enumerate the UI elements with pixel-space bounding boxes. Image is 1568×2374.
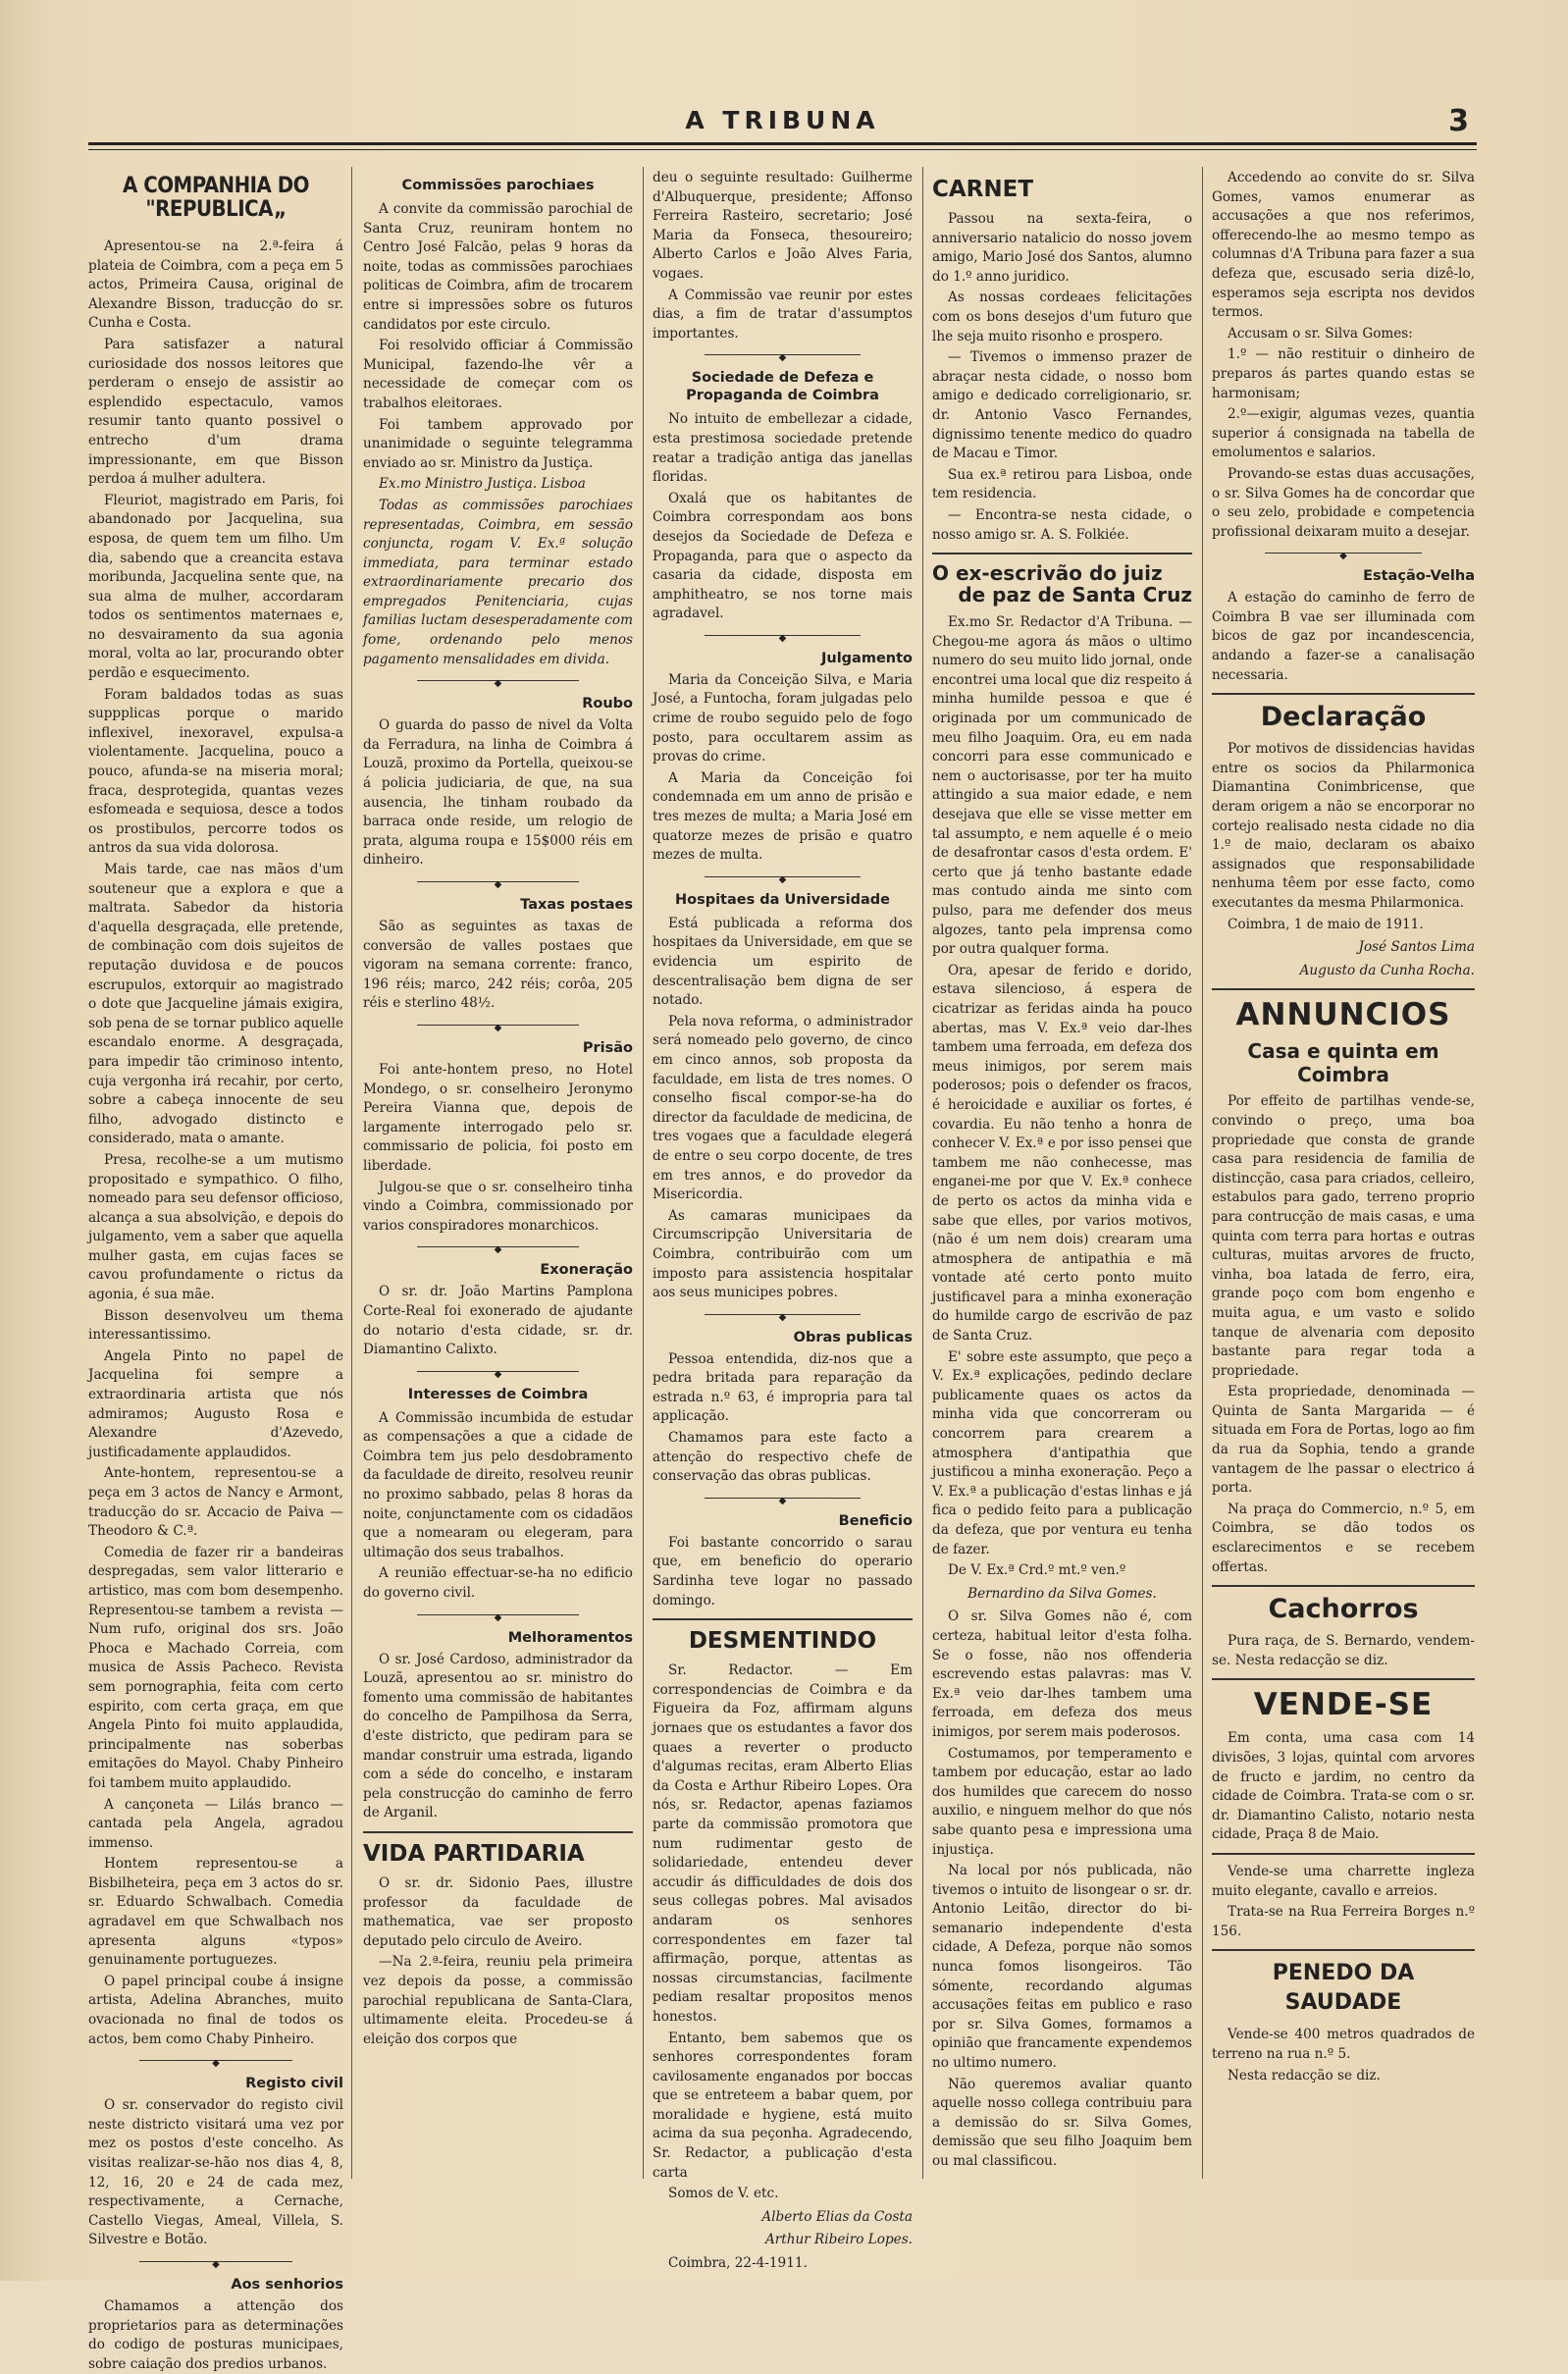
- paragraph: Na praça do Commercio, n.º 5, em Coimbra, se dão todos os esclarecimentos e se recebem offertas.: [1212, 1501, 1475, 1575]
- paragraph: Não queremos avaliar quanto aquelle nosso collega contribuiu para a demissão do sr. Silva Gomes, demissão que seu filho Joaquim bem ou mal classificou.: [932, 2076, 1192, 2169]
- paragraph: Na local por nós publicada, não tivemos o intuito de lisongear o sr. dr. Antonio Leitão, director do bi-semanario independente d'esta cidade, A Defeza, porque não somos nunca fomos lisongeiros. Tão sómente, recordando algumas accusações feitas em publico e raso por sr. Silva Gomes, formamos a opinião que francamente expendemos no ultimo numero.: [932, 1863, 1192, 2072]
- section-rule: [1212, 693, 1475, 695]
- paragraph: Foi ante-hontem preso, no Hotel Mondego, o sr. conselheiro Jeronymo Pereira Vianna que, depois de largamente interrogado pelo sr. commissario de policia, foi posto em liberdade.: [363, 1061, 633, 1174]
- paragraph: E' sobre este assumpto, que peço a V. Ex.ª explicações, pedindo declare publicamente quaes os actos da minha vida que concorreram ou concorrem para crearem a atmosphera d'antipathia que justificou a minha exoneração. Peço a V. Ex.ª a publicação d'estas linhas e já fica o pedido feito para a publicação da defeza, que por ventura eu tenha de fazer.: [932, 1348, 1192, 1557]
- masthead: [88, 106, 1477, 145]
- column-divider: [922, 167, 923, 2179]
- section-rule: [653, 1618, 913, 1620]
- paragraph: Julgou-se que o sr. conselheiro tinha vindo a Coimbra, commissionado por varios conspiradores monarchicos.: [363, 1179, 633, 1234]
- section-ornament: [653, 1493, 913, 1504]
- section-heading: Beneficio: [838, 1512, 913, 1529]
- paragraph: Comedia de fazer rir a bandeiras despregadas, sem valor litterario e artistico, mas com bom desempenho. Representou-se tambem a revista — Num rufo, original dos srs. João Phoca e Machado Correia, com musica de Assis Pacheco. Revista sem pornographia, feita com certo espirito, com certa graça, em que Angela Pinto foi muito applaudida, principalmente nas soberbas emitações do Mayol. Chaby Pinheiro foi tambem muito applaudido.: [88, 1544, 343, 1791]
- section-rule: [932, 553, 1192, 554]
- column-1: [88, 169, 343, 2372]
- paragraph: Accusam o sr. Silva Gomes:: [1228, 325, 1413, 342]
- section-ornament: [88, 2055, 343, 2067]
- section-ornament: [88, 2256, 343, 2268]
- section-heading: Taxas postaes: [520, 897, 633, 913]
- paragraph: Nesta redacção se diz.: [1228, 2067, 1381, 2084]
- section-heading: Sociedade de Defeza e Propaganda de Coimbra: [686, 370, 879, 404]
- paragraph: Pessoa entendida, diz-nos que a pedra britada para reparação da estrada n.º 63, é impropria para tal applicação.: [653, 1350, 913, 1425]
- ad-heading: Casa e quinta em Coimbra: [1247, 1039, 1439, 1087]
- paragraph: Vende-se 400 metros quadrados de terreno na rua n.º 5.: [1212, 2027, 1475, 2062]
- section-headline: Declaração: [1260, 702, 1427, 733]
- paragraph: Somos de V. etc.: [668, 2186, 779, 2202]
- section-heading: Julgamento: [820, 650, 913, 666]
- paragraph: Bisson desenvolveu um thema interessantissimo.: [88, 1307, 343, 1344]
- section-heading: Exoneração: [540, 1262, 633, 1279]
- signature: Alberto Elias da Costa: [761, 2208, 913, 2225]
- paragraph: 2.º—exigir, algumas vezes, quantia superior á consignada na tabella de emolumentos e salarios.: [1212, 406, 1475, 461]
- paragraph: Para satisfazer a natural curiosidade dos nossos leitores que perderam o ensejo de assistir ao esplendido espectaculo, vamos resumir tanto quanto possivel o entrecho d'um drama impressionante, em que Bisson perdoa á mulher adultera.: [88, 336, 343, 488]
- paragraph: Chamamos para este facto a attenção do respectivo chefe de conservação das obras publicas.: [653, 1430, 913, 1485]
- paragraph: Apresentou-se na 2.ª-feira á plateia de Coimbra, com a peça em 5 actos, Primeira Causa, original de Alexandre Bisson, traducção do sr. Cunha e Costa.: [88, 238, 343, 332]
- paragraph: Pela nova reforma, o administrador será nomeado pelo governo, de cinco em cinco annos, sob proposta da faculdade, em lista de tres nomes. O conselho fiscal compor-se-ha do director da faculdade de medicina, de tres vogaes que a faculdade elegerá de entre o seu corpo docente, de tres em tres annos, e do provedor da Misericordia.: [653, 1013, 913, 1203]
- section-heading: Registo civil: [245, 2076, 343, 2092]
- date-line: Coimbra, 1 de maio de 1911.: [1228, 916, 1424, 932]
- section-ornament: [363, 675, 633, 687]
- paragraph: Foi resolvido officiar á Commissão Municipal, fazendo-lhe vêr a necessidade de começar com os trabalhos eleitoraes.: [363, 338, 633, 411]
- paragraph: Ante-hontem, representou-se a peça em 3 actos de Nancy e Armont, traducção do sr. Accacio de Paiva — Theodoro & C.ª.: [88, 1465, 343, 1540]
- section-ornament: [653, 1309, 913, 1321]
- section-heading: Melhoramentos: [507, 1629, 633, 1646]
- section-rule: [1212, 1853, 1475, 1855]
- signature: Augusto da Cunha Rocha.: [1299, 962, 1475, 978]
- paragraph: Ex.mo Sr. Redactor d'A Tribuna. — Chegou-me agora ás mãos o ultimo numero do seu muito lido jornal, onde encontrei uma local que diz respeito á minha humilde pessoa e que é originada por um communicado de meu filho Joaquim. Ora, eu em nada concorri para esse communicado e nem o auctorisasse, por ter ha muito attingido a sua maior edade, e nem desejava que elle se visse metter em tal assumpto, e nem aquelle é o meio de desafrontar casos d'esta ordem. E' certo que já tenho bastante edade mas contudo ainda me sinto com pulso, para me defender dos meus algozes, tanto pela imprensa como por outra qualquer forma.: [932, 614, 1192, 958]
- paragraph: Trata-se na Rua Ferreira Borges n.º 156.: [1212, 1904, 1475, 1939]
- section-heading: Interesses de Coimbra: [407, 1386, 589, 1402]
- paragraph: O papel principal coube á insigne artista, Adelina Abranches, muito ovacionada no final de todos os actos, bem como Chaby Pinheiro.: [88, 1973, 343, 2047]
- paragraph: Provando-se estas duas accusações, o sr. Silva Gomes ha de concordar que o seu zelo, probidade e competencia profissional deixaram muito a desejar.: [1212, 465, 1475, 540]
- ad-heading: PENEDO DA SAUDADE: [1272, 1961, 1415, 2016]
- column-5: [1212, 169, 1475, 2171]
- paragraph: O sr. dr. João Martins Pamplona Corte-Real foi exonerado de ajudante do notario d'esta cidade, sr. dr. Diamantino Calixto.: [363, 1284, 633, 1358]
- ad-heading: Cachorros: [1268, 1594, 1419, 1625]
- section-ornament: [653, 630, 913, 642]
- section-rule: [1212, 1678, 1475, 1680]
- section-heading: Hospitaes da Universidade: [674, 891, 890, 908]
- paragraph: São as seguintes as taxas de conversão de valles postaes que vigoram na semana corrente: franco, 196 réis; marco, 242 réis; corôa, 205 réis e sterlino 48½.: [363, 919, 633, 1012]
- paragraph: Por motivos de dissidencias havidas entre os socios da Philarmonica Diamantina Conimbricense, que deram origem a não se encorporar no cortejo realisado nesta cidade no dia 1.º de maio, declaram os abaixo assignados que responsabilidade nenhuma têem por esse facto, como executantes da mesma Philarmonica.: [1212, 741, 1475, 911]
- section-heading: Estação-Velha: [1363, 568, 1475, 585]
- paragraph: Passou na sexta-feira, o anniversario natalicio do nosso jovem amigo, Mario José dos Santos, alumno do 1.º anno juridico.: [932, 211, 1192, 285]
- section-ornament: [653, 349, 913, 361]
- paragraph: A reunião effectuar-se-ha no edificio do governo civil.: [363, 1565, 633, 1602]
- section-ornament: [1212, 548, 1475, 559]
- ad-heading: VENDE-SE: [1253, 1687, 1434, 1723]
- paragraph: —Na 2.ª-feira, reuniu pela primeira vez depois da posse, a commissão parochial republicana de Santa-Clara, ultimamente eleita. Procedeu-se á eleição dos corpos que: [363, 1954, 633, 2047]
- masthead-rule-thick: [88, 142, 1477, 145]
- paragraph: deu o seguinte resultado: Guilherme d'Albuquerque, presidente; Affonso Ferreira Rasteiro, secretario; José Maria da Fonseca, thesoureiro; Alberto Carlos e João Alves Faria, vogaes.: [653, 170, 913, 282]
- column-divider: [1202, 167, 1203, 2179]
- paragraph: Fleuriot, magistrado em Paris, foi abandonado por Jacquelina, sua esposa, de quem tem um filho. Um dia, sabendo que a creancita estava moribunda, Jacquelina sente que, na sua alma de mulher, accordaram todos os sentimentos maternaes e, no desvairamento da sua agonia moral, volta ao lar, procurando obter perdão e esquecimento.: [88, 492, 343, 682]
- column-2: [363, 169, 633, 2171]
- section-heading: Prisão: [582, 1039, 633, 1056]
- paragraph: De V. Ex.ª Crd.º mt.º ven.º: [948, 1562, 1126, 1579]
- section-ornament: [363, 876, 633, 888]
- section-headline: de paz de Santa Cruz: [958, 583, 1192, 607]
- section-heading: Roubo: [582, 696, 633, 712]
- paragraph: Presa, recolhe-se a um mutismo propositado e sympathico. O filho, nomeado para seu defensor officioso, alcança a sua absolvição, e depois do julgamento, vem a saber que aquella mulher gasta, em cujas faces se cavou profundamente o rictus da agonia, é sua mãe.: [88, 1151, 343, 1303]
- paragraph: A estação do caminho de ferro de Coimbra B vae ser illuminada com bicos de gaz por incandescencia, andando a fazer-se a canalisação necessaria.: [1212, 590, 1475, 683]
- paragraph: As camaras municipaes da Circumscripção Universitaria de Coimbra, contribuirão com um imposto para assistencia hospitalar aos seus municipes pobres.: [653, 1207, 913, 1301]
- column-divider: [643, 167, 644, 2179]
- section-headline: VIDA PARTIDARIA: [363, 1840, 585, 1867]
- masthead-rule-thin: [88, 149, 1477, 150]
- paragraph: — Tivemos o immenso prazer de abraçar nesta cidade, o nosso bom amigo e dedicado correligionario, sr. dr. Antonio Vasco Fernandes, dignissimo tenente medico do quadro de Macau e Timor.: [932, 349, 1192, 462]
- paragraph: Oxalá que os habitantes de Coimbra correspondam aos bons desejos da Sociedade de Defeza e Propaganda, para que o aspecto da casaria da cidade, disposta em amphitheatro, se nos torne mais agradavel.: [653, 490, 913, 622]
- paragraph: A Maria da Conceição foi condemnada em um anno de prisão e tres mezes de multa; a Maria José em quatorze mezes de prisão e quatro mezes de multa.: [653, 769, 913, 864]
- paragraph: O sr. dr. Sidonio Paes, illustre professor da faculdade de mathematica, vae ser proposto deputado pelo circulo de Aveiro.: [363, 1874, 633, 1949]
- telegram-text: Todas as commissões parochiaes representadas, Coimbra, em sessão conjuncta, rogam V. Ex.ª solução immediata, para terminar estado extraordinariamente precario dos empregados Penitenciaria, cujas familias luctam desesperadamente com fome, ordenando pelo menos pagamento mensalidades em divida.: [363, 497, 633, 667]
- paragraph: A cançoneta — Lilás branco — cantada pela Angela, agradou immenso.: [88, 1796, 343, 1851]
- section-ornament: [363, 1020, 633, 1031]
- paragraph: Maria da Conceição Silva, e Maria José, a Funtocha, foram julgadas pelo crime de roubo seguido pelo de fogo posto, para occultarem assim as provas do crime.: [653, 671, 913, 765]
- section-headline: DESMENTINDO: [688, 1628, 877, 1655]
- announcements-headline: ANNUNCIOS: [1235, 997, 1451, 1033]
- newspaper-title: A TRIBUNA: [685, 106, 880, 134]
- paragraph: Pura raça, de S. Bernardo, vendem-se. Nesta redacção se diz.: [1212, 1633, 1475, 1668]
- section-heading: Commissões parochiaes: [401, 178, 595, 193]
- section-rule: [363, 1831, 633, 1833]
- page-number: 3: [1448, 104, 1469, 138]
- paragraph: O sr. José Cardoso, administrador da Louzã, apresentou ao sr. ministro do fomento uma commissão de habitantes do concelho de Pampilhosa da Serra, d'este districto, que pediram para se mandar construir uma estrada, ligando com a séde do concelho, e instaram pela construcção do caminho de ferro de Arganil.: [363, 1651, 633, 1821]
- section-ornament: [653, 871, 913, 883]
- paragraph: Mais tarde, cae nas mãos d'um souteneur que a explora e que a maltrata. Sabedor da historia d'aquella desgraçada, elle pretende, de combinação com dois sujeitos de reputação duvidosa e de poucos escrupulos, extorquir ao magistrado o dote que Jacqueline jámais exigira, sob pena de se tornar publico aquelle escandalo enorme. A desgraçada, para impedir tão criminoso intento, cuja vergonha irá recahir, por certo, sobre a cabeça innocente de seu filho, advogado distincto e considerado, mata o amante.: [88, 862, 343, 1147]
- paragraph: O sr. Silva Gomes não é, com certeza, habitual leitor d'esta folha. Se o fosse, não nos offenderia escrevendo estas palavras: mas V. Ex.ª veio dar-lhes tambem uma ferroada, em defeza dos meus inimigos, por serem mais poderosos.: [932, 1609, 1192, 1740]
- paragraph: Foi tambem approvado por unanimidade o seguinte telegramma enviado ao sr. Ministro da Justiça.: [363, 416, 633, 471]
- paragraph: Em conta, uma casa com 14 divisões, 3 lojas, quintal com arvores de fructo e jardim, no centro da cidade de Coimbra. Trata-se com o sr. dr. Diamantino Calisto, notario nesta cidade, Praça 8 de Maio.: [1212, 1730, 1475, 1843]
- article-headline: A COMPANHIA DO "REPUBLICA„: [122, 174, 309, 222]
- section-rule: [1212, 988, 1475, 990]
- signature: José Santos Lima: [1358, 939, 1475, 956]
- paragraph: 1.º — não restituir o dinheiro de preparos ás partes quando estas se harmonisam;: [1212, 346, 1475, 401]
- paragraph: A Commissão incumbida de estudar as compensações a que a cidade de Coimbra tem jus pelo desdobramento da faculdade de direito, resolveu reunir no proximo sabbado, pelas 8 horas da noite, conjunctamente com os cidadãos que a nomearam ou elegeram, para ultimação dos seus trabalhos.: [363, 1409, 633, 1560]
- paragraph: O sr. conservador do registo civil neste districto visitará uma vez por mez os postos d'este concelho. As visitas realizar-se-hão nos dias 4, 8, 12, 16, 20 e 24 de cada mez, respectivamente, a Cernache, Castello Viegas, Ameal, Villela, S. Silvestre e Botão.: [88, 2097, 343, 2248]
- section-headline: O ex-escrivão do juiz: [932, 561, 1163, 586]
- paragraph: O guarda do passo de nivel da Volta da Ferradura, na linha de Coimbra á Louzã, proximo da Portella, queixou-se á policia judiciaria, de que, na sua ausencia, lhe tinham roubado da barraca onde reside, um relogio de prata, alguma roupa e 15$000 réis em dinheiro.: [363, 717, 633, 869]
- signature: Bernardino da Silva Gomes.: [967, 1585, 1157, 1602]
- section-headline: CARNET: [932, 177, 1034, 202]
- paragraph: Vende-se uma charrette ingleza muito elegante, cavallo e arreios.: [1212, 1863, 1475, 1899]
- paragraph: Foram baldados todas as suas suppplicas porque o marido inflexivel, inexoravel, expulsa-a violentamente. Jacquelina, pouco a pouco, afunda-se na miseria moral; fraca, desprotegida, quantas vezes esfomeada e sequiosa, desce a todos os prostibulos, percorre todos os antros da sua vida dolorosa.: [88, 686, 343, 857]
- signature: Arthur Ribeiro Lopes.: [764, 2232, 913, 2248]
- section-ornament: [363, 1609, 633, 1621]
- section-heading: Aos senhorios: [231, 2276, 343, 2293]
- paragraph: Chamamos a attenção dos proprietarios para as determinações do codigo de posturas municipaes, sobre caiação dos predios urbanos.: [88, 2297, 343, 2372]
- section-ornament: [363, 1366, 633, 1378]
- paragraph: Ora, apesar de ferido e dorido, estava silencioso, á espera de cicatrizar as feridas ainda ha pouco abertas, mas V. Ex.ª veio dar-lhes tambem uma ferroada, em defeza dos meus inimigos, por serem mais poderosos; pois o defender os fracos, é heroicidade e auxiliar os fortes, é covardia. Eu não tenho a honra de conhecer V. Ex.ª e por isso pensei que tambem me não conhecesse, mas enganei-me por que V. Ex.ª conhece de perto os actos da minha vida e sabe que elles, por varios motivos, (não é um nem dois) crearam uma atmosphera de antipathia e mã vontade até certo ponto muito justificavel para a minha exoneração do humilde cargo de escrivão de paz de Santa Cruz.: [932, 962, 1192, 1345]
- paragraph: Foi bastante concorrido o sarau que, em beneficio do operario Sardinha teve logar no passado domingo.: [653, 1534, 913, 1609]
- section-rule: [1212, 1949, 1475, 1951]
- column-4: [932, 169, 1192, 2171]
- paragraph: Está publicada a reforma dos hospitaes da Universidade, em que se evidencia um espirito de descentralisação bem digna de ser notado.: [653, 915, 913, 1009]
- paragraph: A convite da commissão parochial de Santa Cruz, reuniram hontem no Centro José Falcão, pelas 9 horas da noite, todas as commissões parochiaes politicas de Coimbra, afim de trocarem entre si impressões sobre os futuros candidatos por este circulo.: [363, 201, 633, 333]
- telegram-heading: Ex.mo Ministro Justiça. Lisboa: [379, 476, 586, 493]
- paragraph: — Encontra-se nesta cidade, o nosso amigo sr. A. S. Folkiée.: [932, 506, 1192, 543]
- paragraph: Entanto, bem sabemos que os senhores correspondentes foram cavilosamente enganados por boccas que se entreteem a babar quem, por moralidade e hygiene, está muito acima da sua peçonha. Agradecendo, Sr. Redactor, a publicação d'esta carta: [653, 2030, 913, 2181]
- section-heading: Obras publicas: [793, 1329, 913, 1345]
- paragraph: Angela Pinto no papel de Jacquelina foi sempre a extraordinaria artista que nós admiramos; Augusto Rosa e Alexandre d'Azevedo, justificadamente applaudidos.: [88, 1347, 343, 1460]
- column-divider: [351, 167, 352, 2179]
- paragraph: As nossas cordeaes felicitações com os bons desejos d'um futuro que lhe seja muito risonho e prospero.: [932, 290, 1192, 344]
- paragraph: Sr. Redactor. — Em correspondencias de Coimbra e da Figueira da Foz, affirmam alguns jornaes que os estudantes a favor dos quaes a reverter o producto d'algumas recitas, eram Alberto Elias da Costa e Arthur Ribeiro Lopes. Ora nós, sr. Redactor, apenas faziamos parte da commissão promotora que num rudimentar gesto de solidariedade, entendeu dever accudir ás difficuldades de dois dos seus collegas pobres. Mal avisados andaram os senhores correspondentes em fazer tal affirmação, porque, attentas as nossas circumstancias, facilmente pediam resaltar propositos menos honestos.: [653, 1662, 913, 2025]
- paragraph: Hontem representou-se a Bisbilheteira, peça em 3 actos do sr. sr. Eduardo Schwalbach. Comedia agradavel em que Schwalbach nos apresenta alguns «typos» genuinamente portuguezes.: [88, 1856, 343, 1969]
- paragraph: Por effeito de partilhas vende-se, convindo o preço, uma boa propriedade que consta de grande casa para residencia de familia de distincção, casa para criados, celleiro, estabulos para gado, terreno proprio para contrucção de mais casas, e uma quinta com terra para hortas e outras culturas, muitas arvores de fructo, vinha, boa latada de ferro, eira, grande poço com bom engenho e muita agua, e um vasto e solido tanque de alvenaria com deposito bastante para regar toda a propriedade.: [1212, 1093, 1475, 1379]
- section-ornament: [363, 1241, 633, 1253]
- date-line: Coimbra, 22-4-1911.: [668, 2255, 808, 2272]
- section-rule: [1212, 1585, 1475, 1587]
- paragraph: Sua ex.ª retirou para Lisboa, onde tem residencia.: [932, 466, 1192, 502]
- column-3: [653, 169, 913, 2272]
- paragraph: Esta propriedade, denominada — Quinta de Santa Margarida — é situada em Fora de Portas, logo ao fim da rua da Sophia, tendo a grande vantagem de lhe passar o electrico á porta.: [1212, 1384, 1475, 1497]
- paragraph: Accedendo ao convite do sr. Silva Gomes, vamos enumerar as accusações a que nos referimos, offerecendo-lhe ao mesmo tempo as columnas d'A Tribuna para fazer a sua defeza que, escusado seria dizê-lo, esperamos seja escripta nos devidos termos.: [1212, 170, 1475, 321]
- paragraph: Costumamos, por temperamento e tambem por educação, estar ao lado dos humildes que carecem do nosso auxilio, e ninguem melhor do que nós sabe quanto pesa e impressiona uma injustiça.: [932, 1745, 1192, 1858]
- paragraph: A Commissão vae reunir por estes dias, a fim de tratar d'assumptos importantes.: [653, 287, 913, 342]
- paragraph: No intuito de embellezar a cidade, esta prestimosa sociedade pretende reatar a tradição antiga das janellas floridas.: [653, 411, 913, 486]
